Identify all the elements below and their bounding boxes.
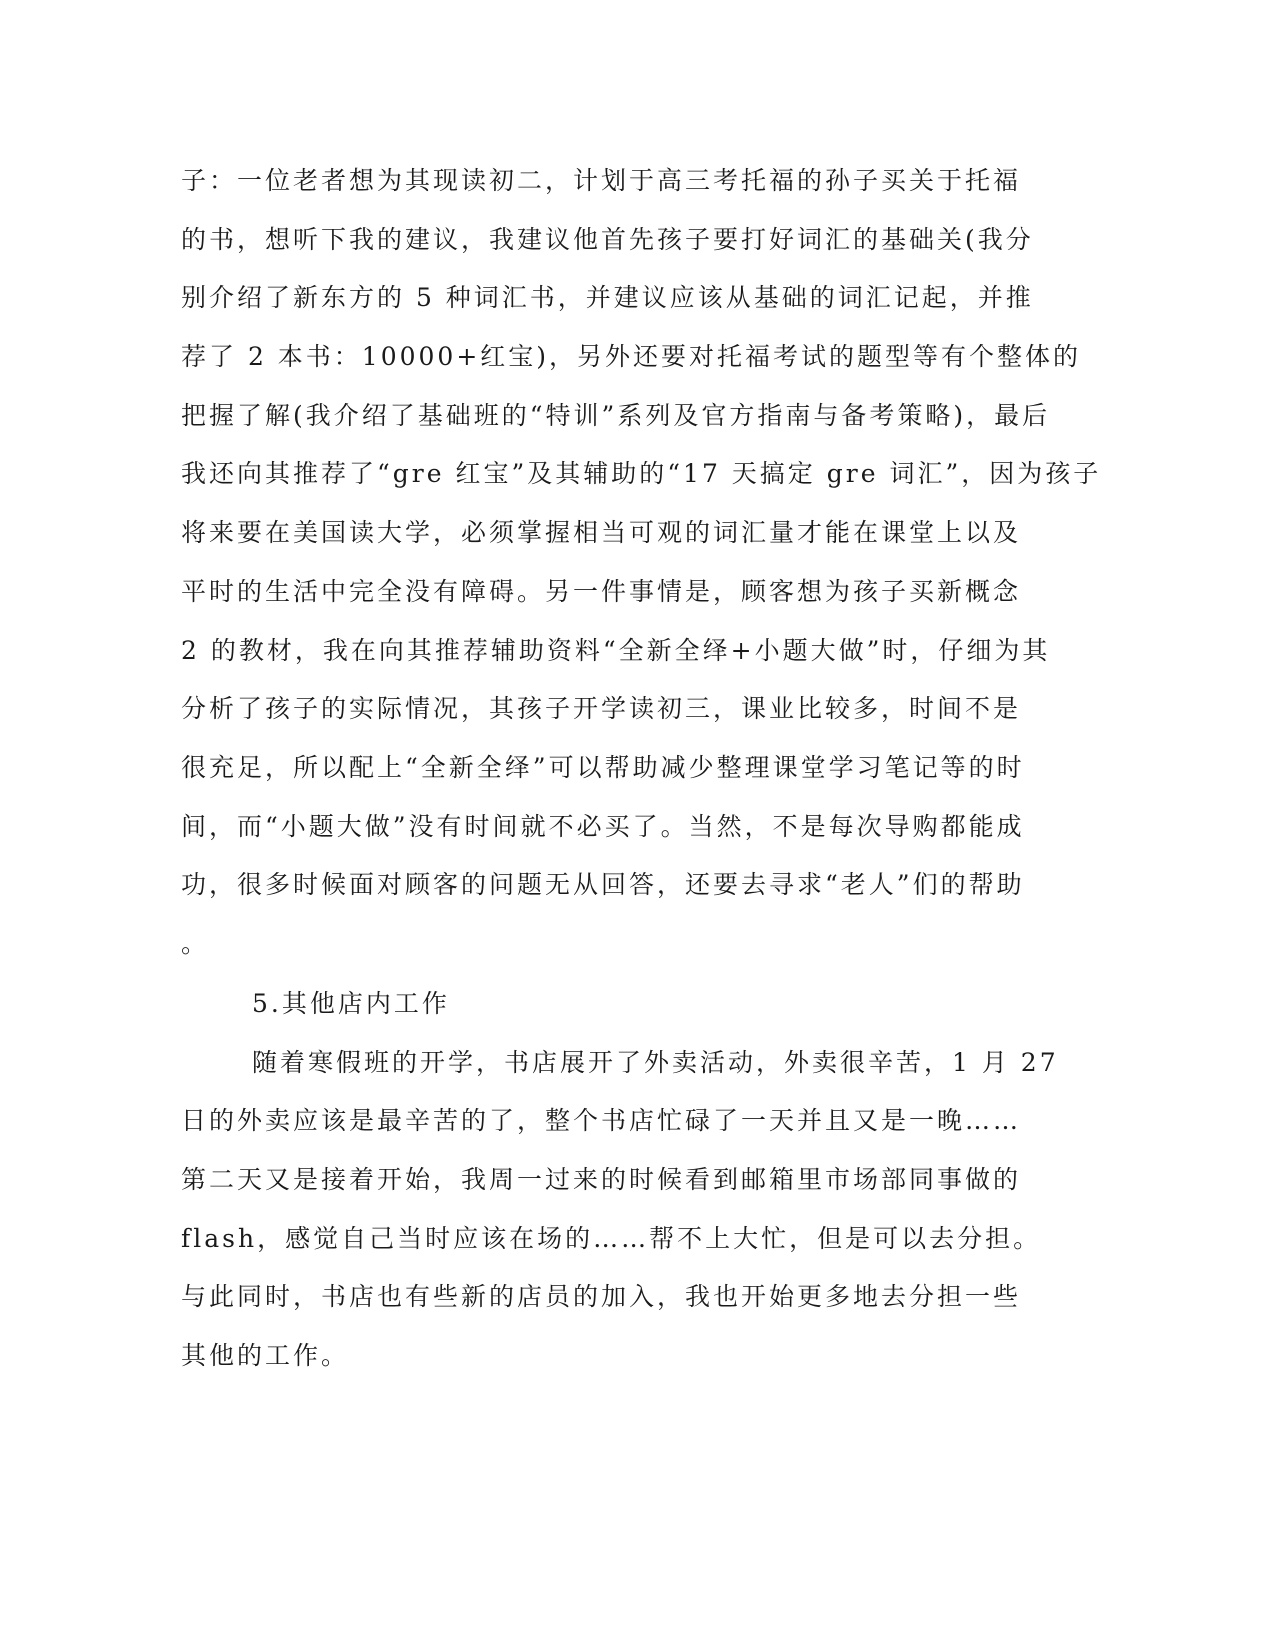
text-line: 平时的生活中完全没有障碍。另一件事情是，顾客想为孩子买新概念 xyxy=(181,576,1022,606)
text-line: 荐了 2 本书：10000+红宝)，另外还要对托福考试的题型等有个整体的 xyxy=(181,342,1082,372)
text-line: 间，而“小题大做”没有时间就不必买了。当然，不是每次导购都能成 xyxy=(181,811,1025,841)
text-line: 。 xyxy=(181,928,210,958)
text-line: 的书，想听下我的建议，我建议他首先孩子要打好词汇的基础关(我分 xyxy=(181,224,1034,254)
text-line: 日的外卖应该是最辛苦的了，整个书店忙碌了一天并且又是一晚…… xyxy=(181,1106,1022,1136)
text-line: 别介绍了新东方的 5 种词汇书，并建议应该从基础的词汇记起，并推 xyxy=(181,283,1034,313)
text-line: 将来要在美国读大学，必须掌握相当可观的词汇量才能在课堂上以及 xyxy=(181,518,1022,548)
section-other-store-work xyxy=(181,975,1059,1386)
text-line: 其他的工作。 xyxy=(181,1341,350,1371)
text-line: 2 的教材，我在向其推荐辅助资料“全新全绎+小题大做”时，仔细为其 xyxy=(181,635,1051,665)
text-line: 与此同时，书店也有些新的店员的加入，我也开始更多地去分担一些 xyxy=(181,1282,1022,1312)
text-line: 我还向其推荐了“gre 红宝”及其辅助的“17 天搞定 gre 词汇”，因为孩子 xyxy=(181,459,1102,489)
text-line: 分析了孩子的实际情况，其孩子开学读初三，课业比较多，时间不是 xyxy=(181,694,1022,724)
section-heading: 5.其他店内工作 xyxy=(252,989,450,1018)
text-line: 第二天又是接着开始，我周一过来的时候看到邮箱里市场部同事做的 xyxy=(181,1165,1022,1195)
text-line: 随着寒假班的开学，书店展开了外卖活动，外卖很辛苦，1 月 27 xyxy=(252,1047,1059,1077)
text-line: 很充足，所以配上“全新全绎”可以帮助减少整理课堂学习笔记等的时 xyxy=(181,752,1025,782)
paragraph-continued xyxy=(181,152,1102,974)
text-line: 把握了解(我介绍了基础班的“特训”系列及官方指南与备考策略)，最后 xyxy=(181,400,1051,430)
text-line: flash，感觉自己当时应该在场的……帮不上大忙，但是可以去分担。 xyxy=(181,1223,1042,1253)
text-line: 子：一位老者想为其现读初二，计划于高三考托福的孙子买关于托福 xyxy=(181,166,1022,195)
text-line: 功，很多时候面对顾客的问题无从回答，还要去寻求“老人”们的帮助 xyxy=(181,870,1025,900)
